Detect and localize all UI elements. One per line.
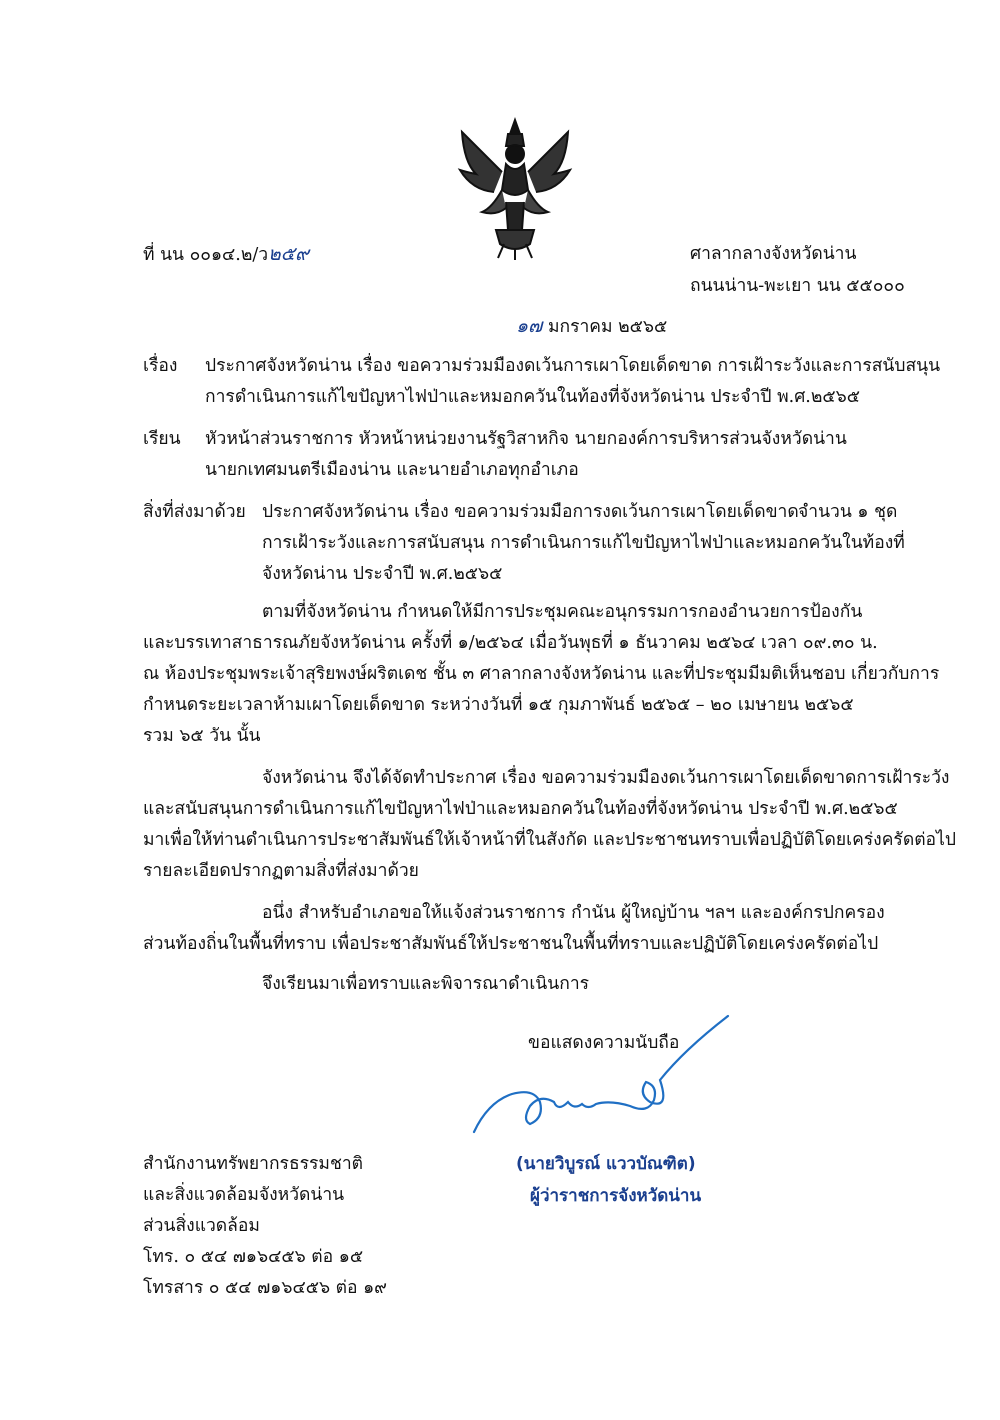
enclosure-line2: การเฝ้าระวังและการสนับสนุน การดำเนินการแก้ไขปัญหาไฟป่าและหมอกควันในท้องที่ xyxy=(262,533,905,553)
recipient-label: เรียน xyxy=(143,429,181,449)
body-p1-line5: รวม ๖๕ วัน นั้น xyxy=(143,726,261,746)
reference-number-handwritten: ๒๕๙ xyxy=(268,243,309,265)
date-day-handwritten: ๑๗ xyxy=(516,315,543,337)
date-month-year: มกราคม ๒๕๖๕ xyxy=(547,317,668,337)
org-address-line1: ศาลากลางจังหวัดน่าน xyxy=(690,244,857,264)
enclosure-label: สิ่งที่ส่งมาด้วย xyxy=(143,502,246,522)
body-p1-line1: ตามที่จังหวัดน่าน กำหนดให้มีการประชุมคณะอนุกรรมการกองอำนวยการป้องกัน xyxy=(262,602,863,622)
signer-title: ผู้ว่าราชการจังหวัดน่าน xyxy=(530,1186,702,1206)
body-p1-line3: ณ ห้องประชุมพระเจ้าสุริยพงษ์ผริตเดช ชั้น ๓ ศาลากลางจังหวัดน่าน และที่ประชุมมีมติเห็นชอบ เกี่ยวกับการ xyxy=(143,664,940,684)
footer-phone: โทร. ๐ ๕๔ ๗๑๖๔๕๖ ต่อ ๑๕ xyxy=(143,1247,364,1267)
body-p2-line2: และสนับสนุนการดำเนินการแก้ไขปัญหาไฟป่าและหมอกควันในท้องที่จังหวัดน่าน ประจำปี พ.ศ.๒๕๖๕ xyxy=(143,799,898,819)
enclosure-line1: ประกาศจังหวัดน่าน เรื่อง ขอความร่วมมือการงดเว้นการเผาโดยเด็ดขาด xyxy=(262,502,799,522)
body-p1-line4: กำหนดระยะเวลาห้ามเผาโดยเด็ดขาด ระหว่างวันที่ ๑๕ กุมภาพันธ์ ๒๕๖๕ – ๒๐ เมษายน ๒๕๖๕ xyxy=(143,695,854,715)
enclosure-quantity: จำนวน ๑ ชุด xyxy=(798,502,898,522)
body-p4: จึงเรียนมาเพื่อทราบและพิจารณาดำเนินการ xyxy=(262,974,590,994)
signer-name: (นายวิบูรณ์ แววบัณฑิต) xyxy=(516,1154,696,1174)
enclosure-line3: จังหวัดน่าน ประจำปี พ.ศ.๒๕๖๕ xyxy=(262,564,503,584)
footer-office-line1: สำนักงานทรัพยากรธรรมชาติ xyxy=(143,1154,364,1174)
subject-line2: การดำเนินการแก้ไขปัญหาไฟป่าและหมอกควันในท้องที่จังหวัดน่าน ประจำปี พ.ศ.๒๕๖๕ xyxy=(205,387,861,407)
body-p2-line3: มาเพื่อให้ท่านดำเนินการประชาสัมพันธ์ให้เจ้าหน้าที่ในสังกัด และประชาชนทราบเพื่อปฏิบัติโดยเคร่งครัดต่อไป xyxy=(143,830,956,850)
body-p1-line2: และบรรเทาสาธารณภัยจังหวัดน่าน ครั้งที่ ๑/๒๕๖๔ เมื่อวันพุธที่ ๑ ธันวาคม ๒๕๖๔ เวลา ๐๙.๓๐ น. xyxy=(143,633,878,653)
footer-fax: โทรสาร ๐ ๕๔ ๗๑๖๔๕๖ ต่อ ๑๙ xyxy=(143,1278,388,1298)
body-p2-line4: รายละเอียดปรากฏตามสิ่งที่ส่งมาด้วย xyxy=(143,861,419,881)
recipient-line2: นายกเทศมนตรีเมืองน่าน และนายอำเภอทุกอำเภอ xyxy=(205,460,579,480)
recipient-line1: หัวหน้าส่วนราชการ หัวหน้าหน่วยงานรัฐวิสาหกิจ นายกองค์การบริหารส่วนจังหวัดน่าน xyxy=(205,429,847,449)
subject-label: เรื่อง xyxy=(143,356,178,376)
body-p2-line1: จังหวัดน่าน จึงได้จัดทำประกาศ เรื่อง ขอความร่วมมืองดเว้นการเผาโดยเด็ดขาดการเฝ้าระวัง xyxy=(262,768,950,788)
body-p3-line1: อนึ่ง สำหรับอำเภอขอให้แจ้งส่วนราชการ กำนัน ผู้ใหญ่บ้าน ฯลฯ และองค์กรปกครอง xyxy=(262,903,885,923)
closing-salutation: ขอแสดงความนับถือ xyxy=(528,1033,680,1053)
garuda-emblem-icon xyxy=(452,112,578,262)
footer-office-line2: และสิ่งแวดล้อมจังหวัดน่าน xyxy=(143,1185,345,1205)
handwritten-signature xyxy=(470,1010,740,1140)
footer-office-line3: ส่วนสิ่งแวดล้อม xyxy=(143,1216,260,1236)
reference-number-prefix: ที่ นน ๐๐๑๔.๒/ว xyxy=(143,245,269,265)
org-address-line2: ถนนน่าน-พะเยา นน ๕๕๐๐๐ xyxy=(690,276,905,296)
body-p3-line2: ส่วนท้องถิ่นในพื้นที่ทราบ เพื่อประชาสัมพันธ์ให้ประชาชนในพื้นที่ทราบและปฏิบัติโดยเคร่งครัดต่อไป xyxy=(143,934,879,954)
subject-line1: ประกาศจังหวัดน่าน เรื่อง ขอความร่วมมืองดเว้นการเผาโดยเด็ดขาด การเฝ้าระวังและการสนับสนุน xyxy=(205,356,941,376)
